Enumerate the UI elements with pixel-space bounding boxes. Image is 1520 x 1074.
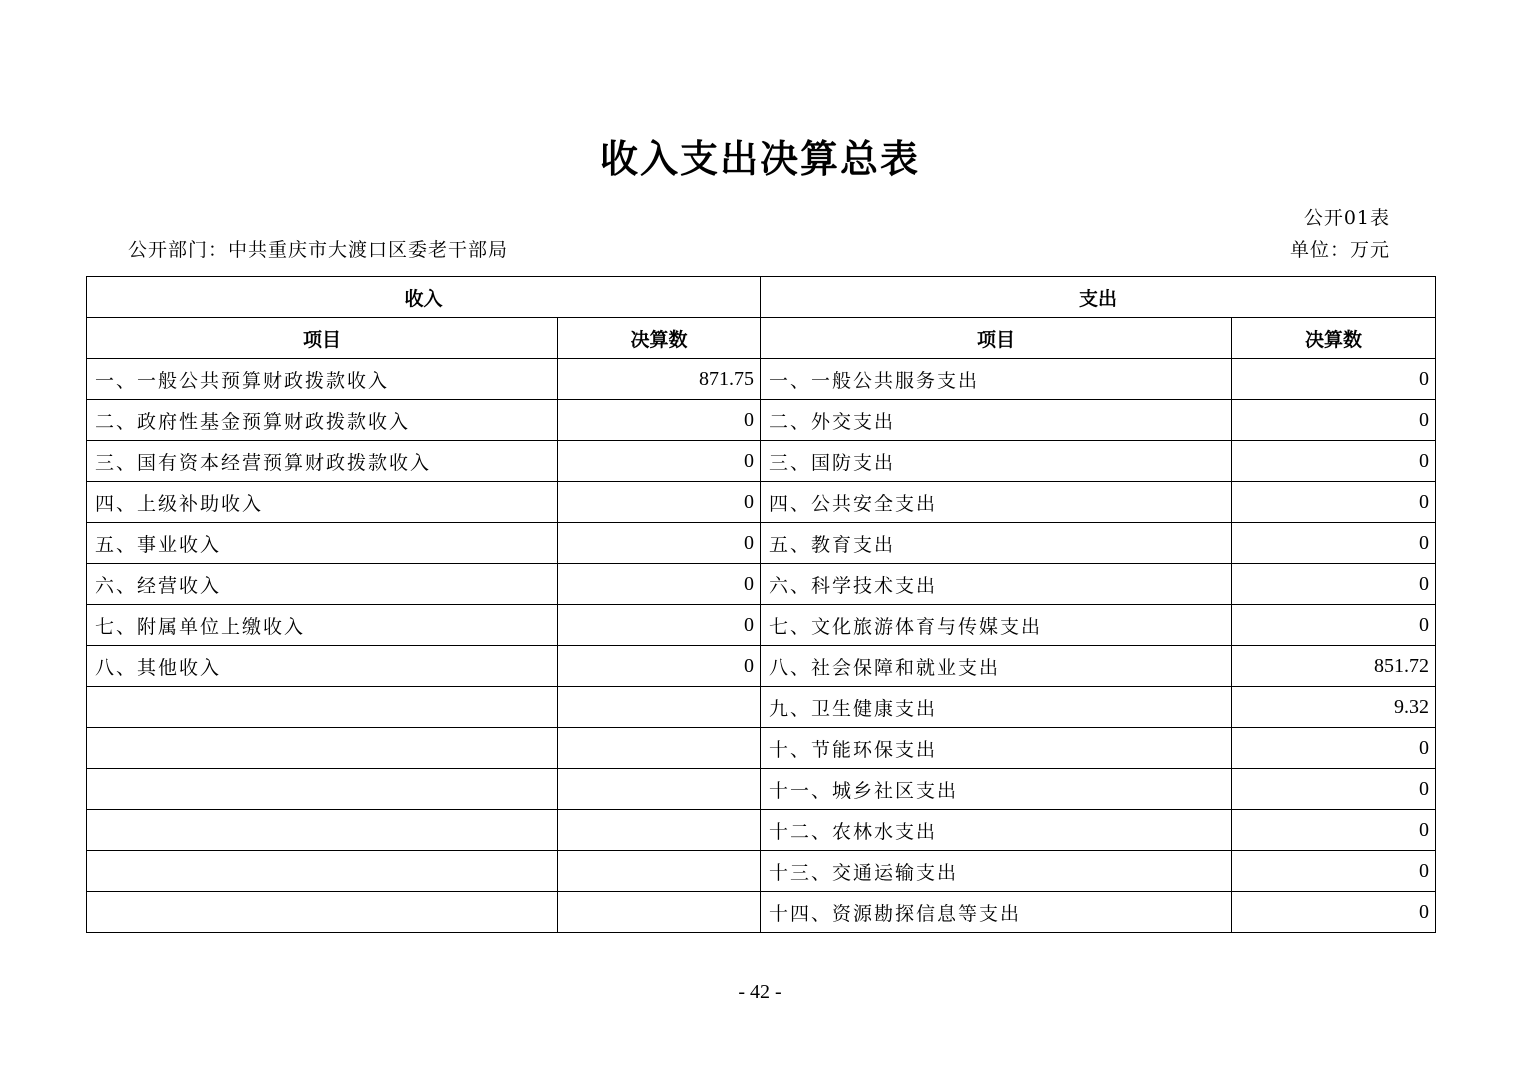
expense-amount-cell: 0 [1232, 851, 1436, 892]
income-amount-cell: 0 [558, 523, 761, 564]
expense-item-cell: 十、节能环保支出 [761, 728, 1232, 769]
expense-amount-cell: 0 [1232, 441, 1436, 482]
expense-amount-cell: 0 [1232, 810, 1436, 851]
expense-amount-cell: 0 [1232, 564, 1436, 605]
budget-summary-table [86, 276, 1436, 933]
income-amount-cell: 871.75 [558, 359, 761, 400]
income-item-cell: 六、经营收入 [87, 564, 558, 605]
column-header-row [87, 318, 1436, 359]
expense-item-cell: 十二、农林水支出 [761, 810, 1232, 851]
expense-item-cell: 八、社会保障和就业支出 [761, 646, 1232, 687]
table-row [87, 359, 1436, 400]
expense-item-cell: 九、卫生健康支出 [761, 687, 1232, 728]
unit-label: 单位：万元 [1289, 239, 1390, 261]
income-item-cell: 五、事业收入 [87, 523, 558, 564]
expense-amount-cell: 0 [1232, 605, 1436, 646]
expense-item-cell: 五、教育支出 [761, 523, 1232, 564]
expense-amount-cell: 9.32 [1232, 687, 1436, 728]
expense-item-cell: 二、外交支出 [761, 400, 1232, 441]
table-row [87, 892, 1436, 933]
expense-item-cell: 四、公共安全支出 [761, 482, 1232, 523]
expense-item-cell: 七、文化旅游体育与传媒支出 [761, 605, 1232, 646]
expense-amount-cell: 0 [1232, 400, 1436, 441]
income-amount-cell: 0 [558, 646, 761, 687]
income-amount-cell [558, 810, 761, 851]
income-amount-cell: 0 [558, 605, 761, 646]
income-item-cell [87, 851, 558, 892]
expense-amount-column-header: 决算数 [1232, 318, 1436, 359]
income-item-column-header: 项目 [87, 318, 558, 359]
expense-item-cell: 十三、交通运输支出 [761, 851, 1232, 892]
expense-item-cell: 十四、资源勘探信息等支出 [761, 892, 1232, 933]
income-item-cell [87, 892, 558, 933]
expense-section-header: 支出 [761, 277, 1436, 318]
table-row [87, 769, 1436, 810]
income-amount-cell [558, 687, 761, 728]
expense-item-cell: 三、国防支出 [761, 441, 1232, 482]
income-item-cell [87, 810, 558, 851]
income-amount-cell: 0 [558, 400, 761, 441]
table-row [87, 605, 1436, 646]
expense-amount-cell: 0 [1232, 523, 1436, 564]
expense-item-column-header: 项目 [761, 318, 1232, 359]
expense-amount-cell: 0 [1232, 769, 1436, 810]
section-header-row [87, 277, 1436, 318]
income-item-cell: 一、一般公共预算财政拨款收入 [87, 359, 558, 400]
expense-item-cell: 十一、城乡社区支出 [761, 769, 1232, 810]
income-item-cell: 八、其他收入 [87, 646, 558, 687]
income-item-cell: 二、政府性基金预算财政拨款收入 [87, 400, 558, 441]
page-title: 收入支出决算总表 [599, 137, 920, 181]
income-amount-cell [558, 728, 761, 769]
income-amount-column-header: 决算数 [558, 318, 761, 359]
income-item-cell: 七、附属单位上缴收入 [87, 605, 558, 646]
income-amount-cell [558, 769, 761, 810]
income-item-cell: 四、上级补助收入 [87, 482, 558, 523]
income-amount-cell: 0 [558, 441, 761, 482]
expense-amount-cell: 851.72 [1232, 646, 1436, 687]
expense-amount-cell: 0 [1232, 728, 1436, 769]
table-code: 公开01表 [1303, 207, 1390, 229]
income-amount-cell [558, 851, 761, 892]
income-amount-cell: 0 [558, 564, 761, 605]
table-row [87, 482, 1436, 523]
table-row [87, 646, 1436, 687]
table-row [87, 810, 1436, 851]
expense-amount-cell: 0 [1232, 482, 1436, 523]
table-row [87, 400, 1436, 441]
expense-amount-cell: 0 [1232, 359, 1436, 400]
income-amount-cell [558, 892, 761, 933]
income-item-cell [87, 769, 558, 810]
table-row [87, 851, 1436, 892]
table-row [87, 523, 1436, 564]
department-label: 公开部门：中共重庆市大渡口区委老干部局 [128, 239, 509, 261]
table-row [87, 564, 1436, 605]
income-section-header: 收入 [87, 277, 761, 318]
income-item-cell: 三、国有资本经营预算财政拨款收入 [87, 441, 558, 482]
page-number: - 42 - [738, 981, 782, 1003]
expense-amount-cell: 0 [1232, 892, 1436, 933]
income-item-cell [87, 687, 558, 728]
expense-item-cell: 六、科学技术支出 [761, 564, 1232, 605]
income-amount-cell: 0 [558, 482, 761, 523]
income-item-cell [87, 728, 558, 769]
table-row [87, 687, 1436, 728]
table-row [87, 441, 1436, 482]
expense-item-cell: 一、一般公共服务支出 [761, 359, 1232, 400]
table-row [87, 728, 1436, 769]
